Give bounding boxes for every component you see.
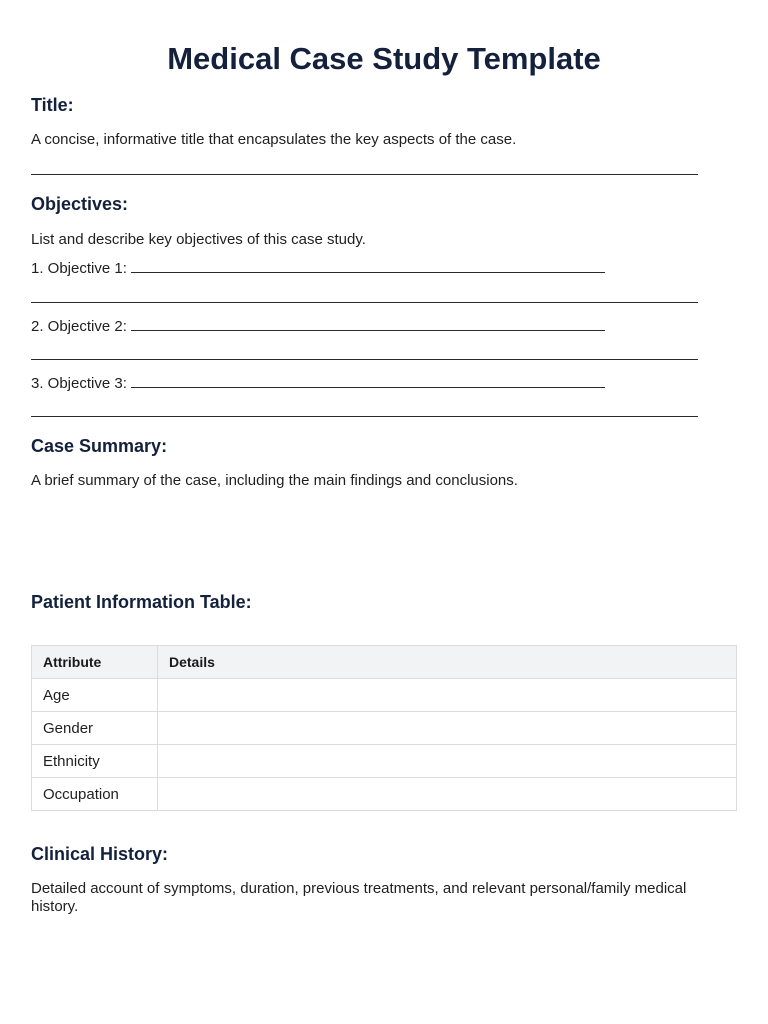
objective-3-continuation-line[interactable] (31, 416, 698, 417)
objectives-heading: Objectives: (31, 194, 129, 214)
table-header-row (32, 646, 737, 679)
objective-2-continuation-line[interactable] (31, 359, 698, 360)
column-header-details: Details (158, 646, 737, 679)
objective-3-row (31, 373, 605, 393)
document-title: Medical Case Study Template (167, 41, 601, 76)
case-summary-heading: Case Summary: (31, 436, 168, 456)
objectives-description: List and describe key objectives of this case study. (31, 231, 366, 248)
details-cell[interactable] (158, 745, 737, 778)
table-row (32, 712, 737, 745)
objective-3-field[interactable] (131, 373, 605, 388)
patient-info-heading: Patient Information Table: (31, 592, 252, 612)
attribute-cell: Gender (32, 712, 158, 745)
column-header-attribute: Attribute (32, 646, 158, 679)
table-row (32, 679, 737, 712)
title-description: A concise, informative title that encapsulates the key aspects of the case. (31, 131, 517, 148)
objective-2-row (31, 316, 605, 336)
case-summary-description: A brief summary of the case, including the main findings and conclusions. (31, 472, 518, 489)
table-row (32, 745, 737, 778)
details-cell[interactable] (158, 679, 737, 712)
objective-1-field[interactable] (131, 258, 605, 273)
details-cell[interactable] (158, 712, 737, 745)
attribute-cell: Age (32, 679, 158, 712)
attribute-cell: Ethnicity (32, 745, 158, 778)
objective-3-label: 3. Objective 3: (31, 375, 127, 392)
objective-1-continuation-line[interactable] (31, 302, 698, 303)
title-heading: Title: (31, 95, 74, 115)
objective-1-label: 1. Objective 1: (31, 260, 127, 277)
table-row (32, 778, 737, 811)
clinical-history-heading: Clinical History: (31, 844, 169, 864)
objective-2-field[interactable] (131, 316, 605, 331)
objective-1-row (31, 258, 605, 278)
patient-info-table (31, 645, 737, 811)
objective-2-label: 2. Objective 2: (31, 318, 127, 335)
title-blank-line[interactable] (31, 174, 698, 175)
attribute-cell: Occupation (32, 778, 158, 811)
details-cell[interactable] (158, 778, 737, 811)
clinical-history-description: Detailed account of symptoms, duration, previous treatments, and relevant personal/family medical history. (31, 880, 687, 915)
